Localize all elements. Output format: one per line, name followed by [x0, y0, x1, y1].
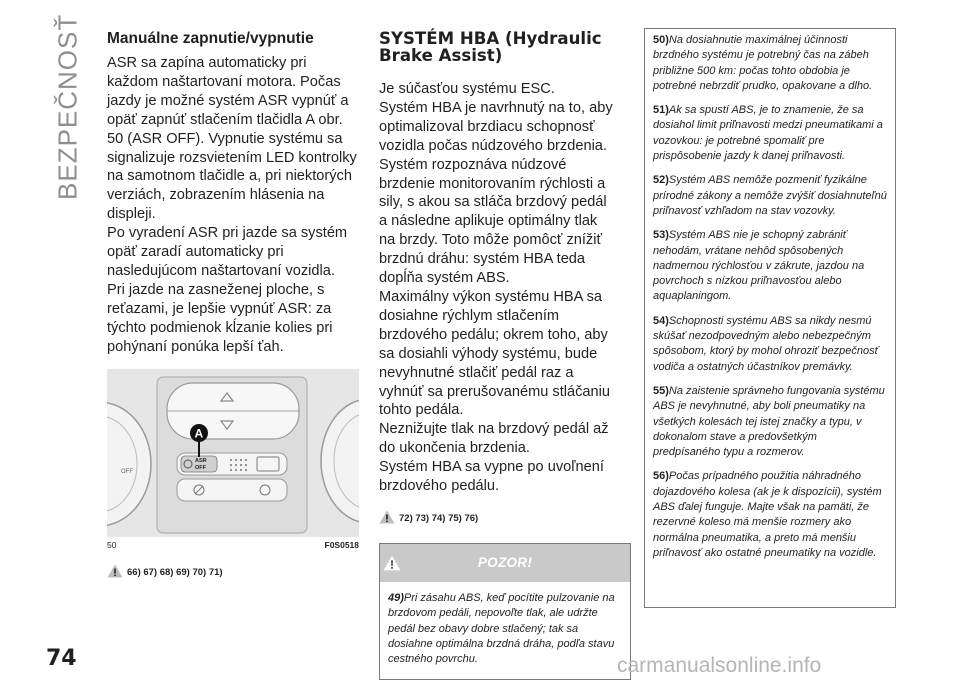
- warning-triangle-icon: [107, 564, 123, 578]
- paragraph: Po vyradení ASR pri jazde sa systém opäť zaradí automaticky pri nasledujúcom naštartovaní vozidla.: [107, 225, 348, 279]
- note-item: [653, 469, 887, 561]
- note-text: Ak sa spustí ABS, je to znamenie, že sa dosiahol limit priľnavosti medzi pneumatikami a vozovkou: je potrebné spomaliť pre prispôsobenie jazdy k danej priľnavosti.: [653, 104, 883, 163]
- asr-label: ASR: [195, 457, 207, 464]
- section-heading: Manuálne zapnutie/vypnutie: [107, 30, 314, 47]
- note-number: 51): [653, 104, 669, 117]
- note-number: 52): [653, 174, 669, 187]
- column-right: [644, 28, 896, 608]
- paragraph: Maximálny výkon systému HBA sa dosiahne rýchlym stlačením brzdového pedálu; okrem toho, aby sa dosiahli výhody systému, bude nevyhnutné stlačiť pedál raz a vyhnúť sa prerušovanému stláčaniu tohto pedála.: [379, 288, 610, 419]
- paragraph: Systém HBA je navrhnutý na to, aby optimalizoval brzdiacu schopnosť vozidla počas núdzového brzdenia. Systém rozpoznáva núdzové brzdenie monitorovaním rýchlosti a sily, s akou sa stláča brzdový pedál a následne aplikuje optimálny tlak na brzdy. Toto môže pomôcť znížiť brzdnú dráhu: systém HBA teda dopĺňa systém ABS.: [379, 99, 613, 287]
- column-left: [107, 28, 359, 578]
- warning-refs-text: 72) 73) 74) 75) 76): [399, 512, 479, 524]
- paragraph: Pri jazde na zasneženej ploche, s reťazami, je lepšie vypnúť ASR: za týchto podmienok kĺzanie kolies pri pohýnaní ponúka lepší ťah.: [107, 281, 333, 355]
- warning-box-header: [380, 544, 630, 582]
- note-number: 49): [388, 591, 404, 604]
- note-number: 55): [653, 384, 669, 397]
- figure-code: F0S0518: [324, 539, 359, 550]
- off-label: OFF: [121, 468, 133, 475]
- note-text: Schopnosti systému ABS sa nikdy nesmú skúšať nezodpovedným alebo nebezpečným spôsobom, ktorý by mohol ohroziť bezpečnosť vodiča a ostatných účastníkov premávky.: [653, 314, 879, 373]
- paragraph: Neznižujte tlak na brzdový pedál až do ukončenia brzdenia.: [379, 421, 609, 457]
- warning-references: [379, 510, 617, 524]
- warning-triangle-icon: [379, 510, 395, 524]
- warning-box-body: [380, 582, 630, 679]
- callout-a: A: [194, 426, 204, 440]
- body-text: [379, 80, 617, 496]
- title-line-2: Brake Assist): [379, 46, 503, 65]
- note-text: Pri zásahu ABS, keď pocítite pulzovanie na brzdovom pedáli, nepovoľte tlak, ale udržte pedál bez obavy dobre stlačený; tak sa dosiahne optimálna brzdná dráha, podľa stavu cestného povrchu.: [388, 591, 615, 666]
- note-number: 53): [653, 229, 669, 242]
- note-number: 54): [653, 314, 669, 327]
- column-middle: [379, 30, 617, 680]
- paragraph: Je súčasťou systému ESC.: [379, 81, 555, 97]
- paragraph: ASR sa zapína automaticky pri každom naštartovaní motora. Počas jazdy je možné systém ASR vypnúť a opäť zapnúť stlačením tlačidla A obr.: [107, 55, 349, 128]
- warning-triangle-icon: [383, 555, 401, 571]
- asr-panel-illustration: [107, 369, 359, 537]
- note-text: Systém ABS nemôže pozmeniť fyzikálne prírodné zákony a nemôže zvýšiť dosiahnuteľnú priľnavosť vzhľadom na stav vozovky.: [653, 174, 887, 217]
- note-item: [653, 33, 887, 94]
- figure-asr-button-panel: [107, 369, 359, 537]
- notes-box: [644, 28, 896, 608]
- section-side-label: BEZPEČNOSŤ: [52, 13, 83, 201]
- warning-box: [379, 543, 631, 680]
- figure-caption: [107, 540, 359, 550]
- note-item: [653, 173, 887, 219]
- body-text: [107, 54, 359, 357]
- asr-off-label: OFF: [195, 464, 206, 471]
- warning-references: [107, 564, 359, 578]
- note-item: [653, 228, 887, 304]
- note-text: Na zaistenie správneho fungovania systému ABS je nevyhnutné, aby boli pneumatiky na všetkých kolesách tej istej značky a typu, v dokonalom stave a predovšetkým predpísaného typu a rozmerov.: [653, 384, 885, 459]
- note-item: [653, 103, 887, 164]
- figure-number: 50: [107, 539, 117, 550]
- watermark: carmanualsonline.info: [617, 654, 822, 677]
- paragraph: 50 (ASR OFF). Vypnutie systému sa signalizuje rozsvietením LED kontrolky na samotnom tlačidle a, pri niektorých verziách, zobrazením hlásenia na displeji.: [107, 130, 357, 223]
- section-title: [379, 30, 617, 64]
- note-text: Na dosiahnutie maximálnej účinnosti brzdného systému je potrebný čas na zábeh približne 500 km: počas tohto obdobia je potrebné nebrzdiť prudko, opakovane a dlho.: [653, 34, 873, 92]
- paragraph: Systém HBA sa vypne po uvoľnení brzdového pedálu.: [379, 459, 604, 495]
- page-number: 74: [46, 646, 77, 671]
- note-item: [653, 314, 887, 375]
- note-number: 56): [653, 470, 669, 483]
- note-number: 50): [653, 34, 669, 46]
- note-item: [653, 384, 887, 460]
- title-line-1: SYSTÉM HBA (Hydraulic: [379, 29, 602, 48]
- warning-box-title: POZOR!: [477, 555, 533, 571]
- warning-refs-text: 66) 67) 68) 69) 70) 71): [127, 566, 223, 578]
- note-text: Počas prípadného použitia náhradného dojazdového kolesa (ak je k dispozícii), systém ABS ďalej funguje. Majte však na pamäti, že rezervné koleso má menšie rozmery ako normálna pneumatika, a preto má menšiu priľnavosť ako ostatné pneumatiky na vozidle.: [653, 470, 882, 559]
- note-text: Systém ABS nie je schopný zabrániť nehodám, vrátane nehôd spôsobených nadmernou rýchlosťou v zákrute, jazdou na povrchoch s nízkou priľnavosťou alebo aquaplaningom.: [653, 229, 865, 303]
